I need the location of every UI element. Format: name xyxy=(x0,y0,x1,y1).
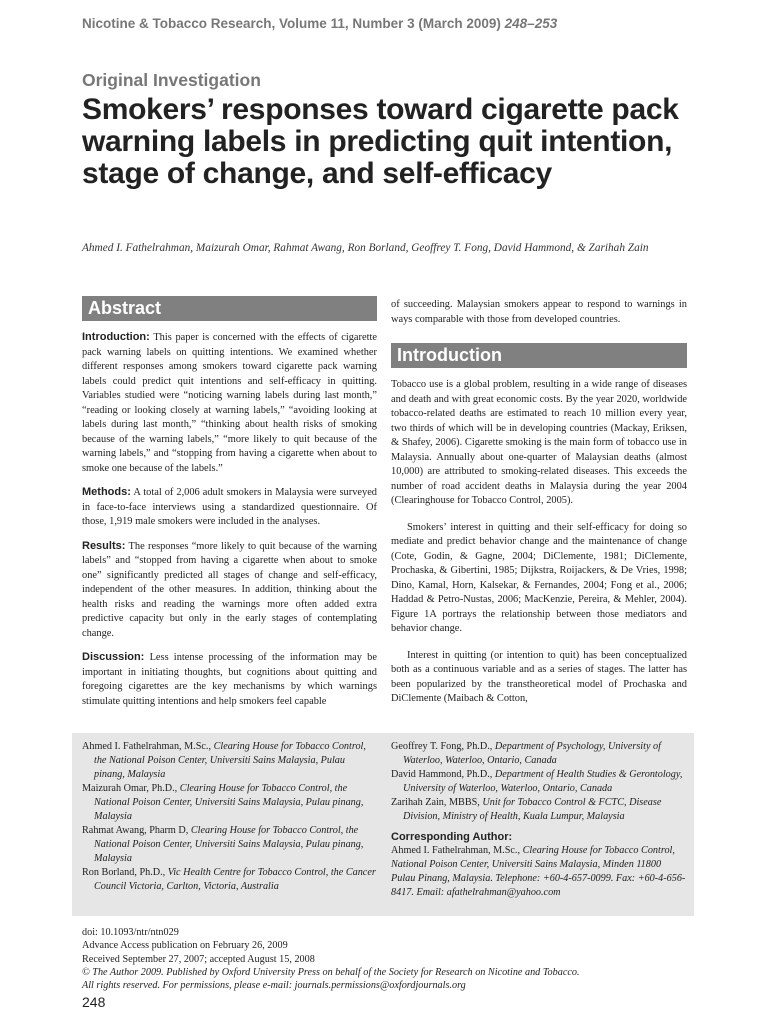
page-number: 248 xyxy=(82,994,106,1010)
abstract-intro-label: Introduction: xyxy=(82,331,150,343)
abstract-discussion-text: Less intense processing of the information may be important in initiating thoughts, but cognitions about quitting and foregoing cigarettes are the key mechanisms by which warnings stimulate quitting intentions and help smokers feel capable xyxy=(82,652,377,707)
received-date: Received September 27, 2007; accepted August 15, 2008 xyxy=(82,953,315,965)
affiliation-entry xyxy=(82,782,378,824)
corresponding-name: Ahmed I. Fathelrahman, M.Sc., xyxy=(391,845,521,856)
affiliation-detail: Clearing House for Tobacco Control, the National Poison Center, Universiti Sains Malaysia, Pulau pinang, Malaysia xyxy=(94,741,366,780)
affiliations-left xyxy=(82,740,378,894)
corresponding-author-heading: Corresponding Author: xyxy=(391,831,513,843)
abstract-heading: Abstract xyxy=(82,296,377,321)
introduction-heading: Introduction xyxy=(391,343,687,368)
affiliation-name: Maizurah Omar, Ph.D., xyxy=(82,783,178,794)
affiliation-entry xyxy=(391,768,687,796)
abstract-introduction xyxy=(82,330,377,476)
corresponding-author xyxy=(391,844,687,900)
abstract-discussion xyxy=(82,650,377,709)
affiliation-name: Rahmat Awang, Pharm D, xyxy=(82,825,189,836)
abstract-results-label: Results: xyxy=(82,539,126,552)
affiliation-entry xyxy=(82,866,378,894)
article-title: Smokers’ responses toward cigarette pack warning labels in predicting quit intention, stage of change, and self-efficacy xyxy=(82,93,679,190)
copyright: © The Author 2009. Published by Oxford University Press on behalf of the Society for Research on Nicotine and Tobacco. xyxy=(82,966,580,978)
introduction-paragraph-3: Interest in quitting (or intention to quit) has been conceptualized both as a continuous variable and as a series of stages. The latter has been popularized by the transtheoretical model of Prochaska and DiClemente (Maibach & Cotton, xyxy=(391,649,687,704)
introduction-paragraph-2: Smokers’ interest in quitting and their self-efficacy for doing so mediate and predict behavior change and the maintenance of change (Cote, Godin, & Gagne, 2004; DiClemente, 1981; DiClemente, Prochaska, & Gibertini, 1985; Dijkstra, Roijackers, & De Vries, 1998; Dino, Kamal, Horn, Kalsekar, & Fernandes, 2004; Fong et al., 2006; Haddad & Petro-Nustas, 2006; MacKenzie, Pereira, & Mehler, 2004). Figure 1A portrays the relationship between those mediators and behavior change. xyxy=(391,521,687,634)
abstract-results xyxy=(82,539,377,642)
affiliation-detail: Clearing House for Tobacco Control, the National Poison Center, Universiti Sains Malaysia, Pulau pinang, Malaysia xyxy=(94,825,364,864)
doi: doi: 10.1093/ntr/ntn029 xyxy=(82,927,179,938)
corresponding-detail: Clearing House for Tobacco Control, National Poison Center, Universiti Sains Malaysia, Minden 11800 Pulau Pinang, Malaysia. Telephone: +60-4-657-0099. Fax: +60-4-656-8417. Email: afathelrahman@yahoo.com xyxy=(391,845,686,898)
affiliations-box xyxy=(72,733,694,916)
abstract-methods-label: Methods: xyxy=(82,486,131,498)
affiliation-name: Zarihah Zain, MBBS, xyxy=(391,797,480,808)
abstract-methods-text: A total of 2,006 adult smokers in Malaysia were surveyed in face-to-face interviews using a standardized questionnaire. Of those, 1,919 male smokers were included in the analyses. xyxy=(82,487,377,527)
affiliation-name: Ahmed I. Fathelrahman, M.Sc., xyxy=(82,741,212,752)
affiliation-detail: Vic Health Centre for Tobacco Control, the Cancer Council Victoria, Carlton, Victoria, Australia xyxy=(94,867,376,892)
affiliation-detail: Clearing House for Tobacco Control, the National Poison Center, Universiti Sains Malaysia, Pulau pinang, Malaysia xyxy=(94,783,364,822)
permissions: All rights reserved. For permissions, please e-mail: journals.permissions@oxfordjournals.org xyxy=(82,980,466,992)
journal-pages: 248–253 xyxy=(504,16,558,31)
abstract-continued: of succeeding. Malaysian smokers appear to respond to warnings in ways comparable with those from developed countries. xyxy=(391,299,687,325)
journal-citation: Nicotine & Tobacco Research, Volume 11, Number 3 (March 2009) xyxy=(82,16,501,31)
footer-notes xyxy=(82,926,692,992)
right-column xyxy=(391,298,687,716)
left-column xyxy=(82,296,377,718)
affiliation-entry xyxy=(391,796,687,824)
journal-header xyxy=(82,16,557,31)
abstract-discussion-label: Discussion: xyxy=(82,651,145,663)
abstract-methods xyxy=(82,485,377,530)
affiliations-right xyxy=(391,740,687,900)
affiliation-name: David Hammond, Ph.D., xyxy=(391,769,493,780)
affiliation-name: Ron Borland, Ph.D., xyxy=(82,867,166,878)
affiliation-entry xyxy=(391,740,687,768)
affiliation-entry xyxy=(82,824,378,866)
advance-access: Advance Access publication on February 26, 2009 xyxy=(82,940,288,952)
affiliation-detail: Department of Health Studies & Gerontology, University of Waterloo, Waterloo, Ontario, Canada xyxy=(403,769,683,794)
abstract-intro-text: This paper is concerned with the effects of cigarette pack warning labels on quitting intentions. We examined whether different responses among smokers toward cigarette pack warning labels could predict quit intentions and self-efficacy in quitting. Variables studied were “noticing warning labels during last month,” “reading or looking closely at warning labels,” “avoiding looking at labels during last month,” “thinking about health risks of smoking because of the warning labels,” “more likely to quit because of the warning labels,” and “stopping from having a cigarette when about to smoke one because of the labels.” xyxy=(82,332,377,474)
abstract-results-text: The responses “more likely to quit because of the warning labels” and “stopped from having a cigarette when about to smoke one” significantly predicted all stages of change and self-efficacy, independent of the other measures. In addition, thinking about the health risks and reading the warnings more often added extra predictive capacity but only in the early stages of contemplating change. xyxy=(82,540,377,639)
affiliation-detail: Unit for Tobacco Control & FCTC, Disease Division, Ministry of Health, Kuala Lumpur, Malaysia xyxy=(403,797,662,822)
affiliation-entry xyxy=(82,740,378,782)
affiliation-detail: Department of Psychology, University of Waterloo, Waterloo, Ontario, Canada xyxy=(403,741,661,766)
author-list: Ahmed I. Fathelrahman, Maizurah Omar, Rahmat Awang, Ron Borland, Geoffrey T. Fong, David Hammond, & Zarihah Zain xyxy=(82,242,649,254)
introduction-paragraph-1: Tobacco use is a global problem, resulting in a wide range of diseases and death and with great economic costs. By the year 2020, worldwide tobacco-related deaths are estimated to reach 10 million every year, two thirds of which will be in developing countries (Mackay, Eriksen, & Shafey, 2006). Cigarette smoking is the main form of tobacco use in Malaysia. Annually about one-quarter of Malaysian deaths (almost 10,000) are attributed to smoking-related diseases. This exceeds the number of road accident deaths in Malaysia during the year 2004 (Clearinghouse for Tobacco Control, 2005). xyxy=(391,379,687,506)
affiliation-name: Geoffrey T. Fong, Ph.D., xyxy=(391,741,493,752)
section-label: Original Investigation xyxy=(82,70,261,90)
